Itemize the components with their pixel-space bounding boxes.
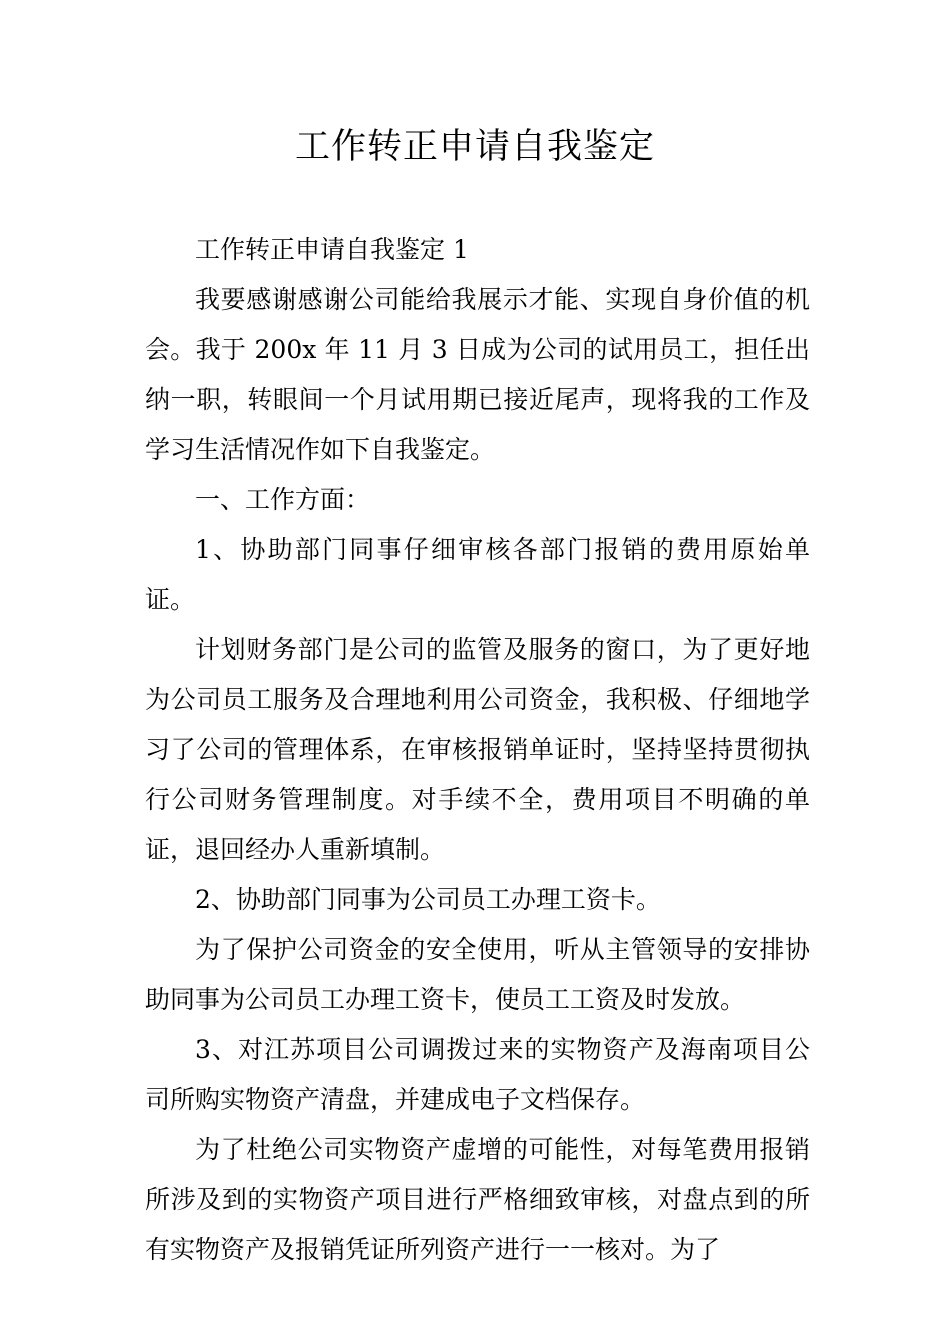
paragraph: 为了杜绝公司实物资产虚增的可能性，对每笔费用报销所涉及到的实物资产项目进行严格细致审核，对盘点到的所有实物资产及报销凭证所列资产进行一一核对。为了 [145, 1135, 810, 1264]
document-body [145, 225, 810, 1275]
list-item: 1、协助部门同事仔细审核各部门报销的费用原始单证。 [145, 535, 810, 614]
paragraph: 计划财务部门是公司的监管及服务的窗口，为了更好地为公司员工服务及合理地利用公司资金，我积极、仔细地学习了公司的管理体系，在审核报销单证时，坚持坚持贯彻执行公司财务管理制度。对手续不全，费用项目不明确的单证，退回经办人重新填制。 [145, 635, 810, 864]
section-heading: 工作转正申请自我鉴定 1 [195, 235, 469, 264]
document-title: 工作转正申请自我鉴定 [294, 127, 655, 167]
list-item: 3、对江苏项目公司调拨过来的实物资产及海南项目公司所购实物资产清盘，并建成电子文档保存。 [145, 1035, 810, 1114]
subheading: 一、工作方面： [195, 485, 371, 514]
list-item: 2、协助部门同事为公司员工办理工资卡。 [195, 885, 661, 914]
paragraph: 我要感谢感谢公司能给我展示才能、实现自身价值的机会。我于 200x 年 11 月 3 日成为公司的试用员工，担任出纳一职，转眼间一个月试用期已接近尾声，现将我的工作及学习生活情况作如下自我鉴定。 [145, 285, 810, 464]
paragraph: 为了保护公司资金的安全使用，听从主管领导的安排协助同事为公司员工办理工资卡，使员工工资及时发放。 [145, 935, 810, 1014]
